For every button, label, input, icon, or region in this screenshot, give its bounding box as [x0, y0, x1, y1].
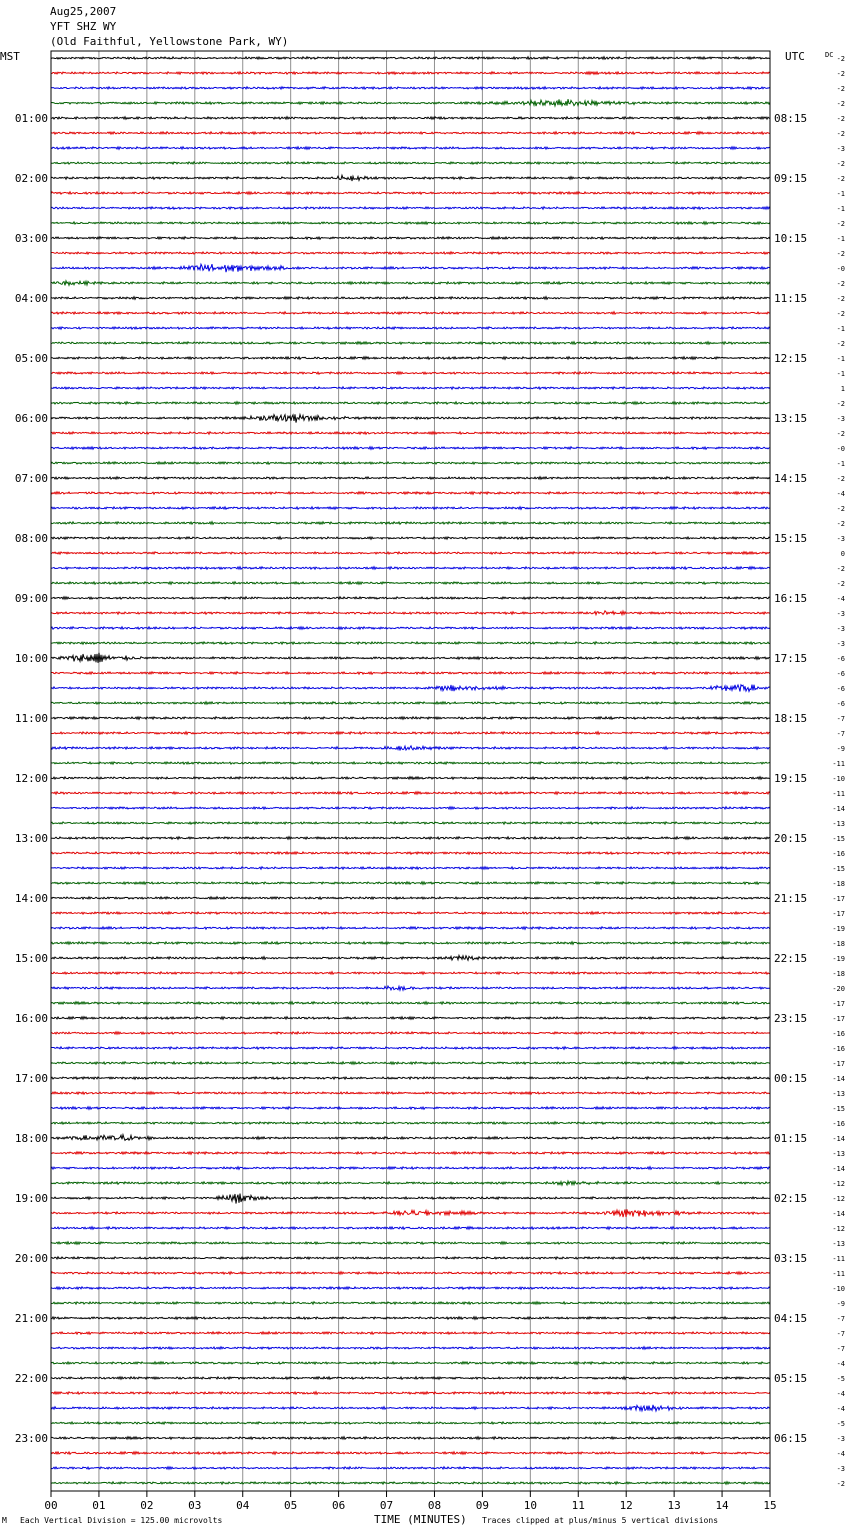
utc-hour-label: 08:15	[774, 112, 808, 125]
dc-offset-value: -17	[832, 910, 845, 918]
dc-offset-value: -17	[832, 1060, 845, 1068]
x-axis-ticks	[44, 1491, 776, 1512]
trace-line	[51, 627, 770, 630]
mst-hour-label: 21:00	[14, 1312, 48, 1325]
dc-offset-value: -1	[836, 235, 845, 243]
dc-offset-value: -17	[832, 895, 845, 903]
trace-line	[51, 1422, 770, 1424]
trace-line	[51, 1227, 770, 1230]
time-gridlines	[99, 51, 722, 1491]
dc-offset-value: -1	[836, 190, 845, 198]
dc-offset-value: -11	[832, 760, 845, 768]
trace-line	[51, 1047, 770, 1050]
dc-offset-column	[832, 55, 845, 1488]
trace-line	[51, 1452, 770, 1455]
dc-offset-value: -7	[836, 1330, 845, 1338]
dc-offset-value: -1	[836, 355, 845, 363]
scale-note: Each Vertical Division = 125.00 microvolts	[20, 1516, 223, 1525]
trace-line	[51, 611, 770, 615]
dc-offset-value: -14	[832, 1075, 845, 1083]
dc-offset-value: -7	[836, 715, 845, 723]
dc-offset-value: -3	[836, 1435, 845, 1443]
dc-offset-value: -5	[836, 1375, 845, 1383]
mst-hour-label: 18:00	[14, 1132, 48, 1145]
mst-hour-label: 20:00	[14, 1252, 48, 1265]
trace-line	[51, 1002, 770, 1005]
dc-offset-value: -7	[836, 730, 845, 738]
trace-line	[51, 222, 770, 225]
trace-line	[51, 462, 770, 464]
x-tick-label: 12	[619, 1499, 633, 1512]
trace-line	[51, 1257, 770, 1259]
trace-line	[51, 1405, 770, 1411]
corner-mark: M	[2, 1516, 7, 1525]
dc-offset-value: -2	[836, 520, 845, 528]
dc-offset-value: -0	[836, 265, 845, 273]
dc-offset-value: -2	[836, 160, 845, 168]
x-tick-label: 06	[331, 1499, 346, 1512]
mst-hour-label: 16:00	[14, 1012, 48, 1025]
trace-line	[51, 837, 770, 840]
trace-line	[51, 653, 770, 663]
trace-line	[51, 1135, 770, 1141]
dc-offset-value: -16	[832, 1030, 845, 1038]
mst-hour-label: 01:00	[14, 112, 48, 125]
x-tick-label: 15	[763, 1499, 777, 1512]
trace-line	[51, 1152, 770, 1155]
trace-line	[51, 1437, 770, 1440]
dc-offset-value: -2	[836, 220, 845, 228]
trace-line	[51, 702, 770, 705]
dc-offset-value: -14	[832, 1135, 845, 1143]
x-tick-label: 14	[715, 1499, 729, 1512]
trace-line	[51, 955, 770, 960]
dc-offset-value: -2	[836, 70, 845, 78]
dc-offset-value: -2	[836, 115, 845, 123]
trace-line	[51, 867, 770, 870]
trace-line	[51, 882, 770, 885]
trace-line	[51, 414, 770, 422]
trace-line	[51, 1077, 770, 1080]
dc-offset-value: -7	[836, 1315, 845, 1323]
x-tick-label: 00	[44, 1499, 58, 1512]
trace-line	[51, 147, 770, 150]
utc-hour-label: 12:15	[774, 352, 808, 365]
x-tick-label: 02	[140, 1499, 154, 1512]
dc-offset-value: -11	[832, 1270, 845, 1278]
trace-line	[51, 87, 770, 90]
dc-offset-value: -11	[832, 790, 845, 798]
trace-line	[51, 897, 770, 899]
trace-line	[51, 312, 770, 315]
dc-offset-value: -6	[836, 655, 845, 663]
utc-hour-label: 14:15	[774, 472, 808, 485]
x-tick-label: 10	[523, 1499, 537, 1512]
mst-hour-label: 08:00	[14, 532, 48, 545]
trace-line	[51, 507, 770, 510]
trace-line	[51, 72, 770, 75]
dc-offset-value: -19	[832, 955, 845, 963]
dc-offset-value: -3	[836, 625, 845, 633]
trace-line	[51, 175, 770, 181]
trace-line	[51, 1062, 770, 1065]
x-tick-label: 01	[92, 1499, 106, 1512]
mst-hour-label: 17:00	[14, 1072, 48, 1085]
station-code: YFT SHZ WY	[50, 20, 117, 33]
trace-line	[51, 1242, 770, 1245]
x-tick-label: 11	[571, 1499, 585, 1512]
trace-line	[51, 1347, 770, 1350]
utc-hour-label: 13:15	[774, 412, 808, 425]
utc-hour-label: 06:15	[774, 1432, 808, 1445]
trace-line	[51, 642, 770, 645]
dc-offset-value: -2	[836, 430, 845, 438]
mst-hour-label: 07:00	[14, 472, 48, 485]
mst-hour-label: 23:00	[14, 1432, 48, 1445]
trace-line	[51, 402, 770, 405]
trace-line	[51, 1362, 770, 1365]
dc-offset-value: -18	[832, 880, 845, 888]
plot-frame	[51, 51, 770, 1491]
trace-line	[51, 852, 770, 854]
dc-offset-value: -2	[836, 505, 845, 513]
dc-offset-value: -19	[832, 925, 845, 933]
dc-offset-value: -3	[836, 415, 845, 423]
trace-line	[51, 1377, 770, 1380]
trace-line	[51, 492, 770, 495]
trace-line	[51, 1092, 770, 1094]
dc-offset-value: 1	[840, 385, 845, 393]
mst-hour-label: 15:00	[14, 952, 48, 965]
trace-line	[51, 1209, 770, 1217]
trace-line	[51, 117, 770, 120]
mst-hour-label: 10:00	[14, 652, 48, 665]
dc-offset-header: DC	[825, 51, 834, 59]
trace-line	[51, 432, 770, 435]
trace-line	[51, 327, 770, 329]
dc-offset-value: -10	[832, 1285, 845, 1293]
dc-offset-value: -2	[836, 295, 845, 303]
x-tick-label: 07	[379, 1499, 394, 1512]
trace-line	[51, 582, 770, 585]
x-tick-label: 09	[475, 1499, 490, 1512]
trace-line	[51, 281, 770, 286]
dc-offset-value: -16	[832, 850, 845, 858]
x-tick-label: 03	[188, 1499, 202, 1512]
dc-offset-value: -15	[832, 1105, 845, 1113]
trace-line	[51, 1107, 770, 1110]
trace-line	[51, 387, 770, 389]
dc-offset-value: -13	[832, 1090, 845, 1098]
dc-offset-value: -4	[836, 595, 845, 603]
dc-offset-value: -1	[836, 205, 845, 213]
dc-offset-value: -11	[832, 1255, 845, 1263]
utc-hour-label: 03:15	[774, 1252, 808, 1265]
utc-hour-label: 01:15	[774, 1132, 808, 1145]
trace-line	[51, 132, 770, 135]
trace-line	[51, 1482, 770, 1485]
trace-line	[51, 1302, 770, 1305]
x-tick-label: 13	[667, 1499, 681, 1512]
trace-line	[51, 372, 770, 374]
trace-line	[51, 912, 770, 915]
trace-line	[51, 972, 770, 975]
trace-line	[51, 792, 770, 795]
dc-offset-value: -12	[832, 1195, 845, 1203]
utc-hour-label: 21:15	[774, 892, 808, 905]
dc-offset-value: -1	[836, 325, 845, 333]
trace-line	[51, 552, 770, 554]
dc-offset-value: -4	[836, 1390, 845, 1398]
dc-offset-value: -1	[836, 370, 845, 378]
trace-line	[51, 357, 770, 360]
dc-offset-value: -6	[836, 670, 845, 678]
station-location: (Old Faithful, Yellowstone Park, WY)	[50, 35, 289, 48]
mst-hour-label: 02:00	[14, 172, 48, 185]
trace-line	[51, 297, 770, 300]
dc-offset-value: -2	[836, 130, 845, 138]
dc-offset-value: -2	[836, 565, 845, 573]
x-tick-label: 08	[427, 1499, 442, 1512]
x-tick-label: 05	[284, 1499, 298, 1512]
x-tick-label: 04	[236, 1499, 250, 1512]
trace-line	[51, 1194, 770, 1204]
trace-line	[51, 57, 770, 59]
trace-line	[51, 99, 770, 106]
trace-line	[51, 1392, 770, 1395]
trace-line	[51, 762, 770, 764]
trace-line	[51, 162, 770, 164]
trace-line	[51, 672, 770, 674]
utc-hour-label: 17:15	[774, 652, 808, 665]
dc-offset-value: -2	[836, 340, 845, 348]
clip-note: Traces clipped at plus/minus 5 vertical divisions	[482, 1516, 719, 1525]
dc-offset-value: -17	[832, 1000, 845, 1008]
mst-hour-label: 19:00	[14, 1192, 48, 1205]
utc-hour-label: 15:15	[774, 532, 808, 545]
dc-offset-value: -2	[836, 100, 845, 108]
mst-hour-label: 14:00	[14, 892, 48, 905]
dc-offset-value: -10	[832, 775, 845, 783]
trace-line	[51, 1017, 770, 1020]
mst-hour-label: 03:00	[14, 232, 48, 245]
trace-line	[51, 1317, 770, 1320]
dc-offset-value: -2	[836, 85, 845, 93]
trace-line	[51, 746, 770, 751]
dc-offset-value: -2	[836, 55, 845, 63]
dc-offset-value: -2	[836, 580, 845, 588]
trace-line	[51, 732, 770, 735]
trace-line	[51, 1032, 770, 1034]
mst-hour-label: 13:00	[14, 832, 48, 845]
dc-offset-value: -17	[832, 1015, 845, 1023]
dc-offset-value: -2	[836, 250, 845, 258]
trace-line	[51, 1122, 770, 1124]
dc-offset-value: -5	[836, 1420, 845, 1428]
trace-line	[51, 717, 770, 720]
dc-offset-value: -0	[836, 445, 845, 453]
trace-line	[51, 1167, 770, 1170]
dc-offset-value: -2	[836, 280, 845, 288]
utc-hour-label: 09:15	[774, 172, 808, 185]
utc-hour-label: 20:15	[774, 832, 808, 845]
dc-offset-value: -20	[832, 985, 845, 993]
mst-hour-label: 12:00	[14, 772, 48, 785]
left-hour-labels	[15, 112, 48, 1445]
utc-hour-label: 02:15	[774, 1192, 808, 1205]
dc-offset-value: -4	[836, 1360, 845, 1368]
dc-offset-value: -16	[832, 1120, 845, 1128]
dc-offset-value: -3	[836, 145, 845, 153]
trace-line	[51, 537, 770, 540]
utc-hour-label: 23:15	[774, 1012, 808, 1025]
trace-line	[51, 447, 770, 450]
dc-offset-value: -2	[836, 400, 845, 408]
right-timezone-label: UTC	[785, 50, 805, 63]
dc-offset-value: -2	[836, 310, 845, 318]
trace-line	[51, 1332, 770, 1334]
utc-hour-label: 11:15	[774, 292, 808, 305]
utc-hour-label: 04:15	[774, 1312, 808, 1325]
mst-hour-label: 09:00	[14, 592, 48, 605]
dc-offset-value: -4	[836, 1450, 845, 1458]
mst-hour-label: 06:00	[14, 412, 48, 425]
trace-line	[51, 1287, 770, 1289]
trace-line	[51, 1181, 770, 1185]
dc-offset-value: -13	[832, 820, 845, 828]
utc-hour-label: 19:15	[774, 772, 808, 785]
mst-hour-label: 11:00	[14, 712, 48, 725]
mst-hour-label: 04:00	[14, 292, 48, 305]
dc-offset-value: -18	[832, 940, 845, 948]
dc-offset-value: -14	[832, 805, 845, 813]
utc-hour-label: 16:15	[774, 592, 808, 605]
utc-hour-label: 00:15	[774, 1072, 808, 1085]
utc-hour-label: 18:15	[774, 712, 808, 725]
trace-line	[51, 522, 770, 525]
right-hour-labels	[774, 112, 807, 1445]
trace-line	[51, 342, 770, 345]
trace-line	[51, 1467, 770, 1469]
dc-offset-value: -4	[836, 490, 845, 498]
dc-offset-value: -3	[836, 1465, 845, 1473]
dc-offset-value: -2	[836, 175, 845, 183]
utc-hour-label: 05:15	[774, 1372, 808, 1385]
dc-offset-value: -14	[832, 1210, 845, 1218]
trace-line	[51, 685, 770, 692]
trace-line	[51, 207, 770, 210]
trace-line	[51, 477, 770, 480]
dc-offset-value: -6	[836, 685, 845, 693]
dc-offset-value: -2	[836, 1480, 845, 1488]
dc-offset-value: -3	[836, 610, 845, 618]
trace-line	[51, 597, 770, 599]
left-timezone-label: MST	[0, 50, 20, 63]
dc-offset-value: -6	[836, 700, 845, 708]
trace-line	[51, 192, 770, 195]
utc-hour-label: 10:15	[774, 232, 808, 245]
utc-hour-label: 22:15	[774, 952, 808, 965]
dc-offset-value: -1	[836, 460, 845, 468]
trace-line	[51, 264, 770, 272]
dc-offset-value: -2	[836, 475, 845, 483]
dc-offset-value: -3	[836, 535, 845, 543]
dc-offset-value: -4	[836, 1405, 845, 1413]
dc-offset-value: -15	[832, 835, 845, 843]
trace-line	[51, 777, 770, 780]
trace-line	[51, 252, 770, 254]
dc-offset-value: -13	[832, 1150, 845, 1158]
dc-offset-value: -7	[836, 1345, 845, 1353]
dc-offset-value: -9	[836, 1300, 845, 1308]
dc-offset-value: -12	[832, 1225, 845, 1233]
trace-line	[51, 927, 770, 930]
trace-line	[51, 822, 770, 824]
x-axis-title: TIME (MINUTES)	[374, 1513, 467, 1526]
trace-line	[51, 567, 770, 570]
dc-offset-value: -9	[836, 745, 845, 753]
dc-offset-value: -13	[832, 1240, 845, 1248]
dc-offset-value: -12	[832, 1180, 845, 1188]
dc-offset-value: -15	[832, 865, 845, 873]
mst-hour-label: 05:00	[14, 352, 48, 365]
dc-offset-value: -14	[832, 1165, 845, 1173]
dc-offset-value: 0	[840, 550, 845, 558]
dc-offset-value: -16	[832, 1045, 845, 1053]
trace-line	[51, 237, 770, 239]
chart-date: Aug25,2007	[50, 5, 117, 18]
dc-offset-value: -18	[832, 970, 845, 978]
mst-hour-label: 22:00	[14, 1372, 48, 1385]
trace-line	[51, 986, 770, 990]
seismogram-traces	[51, 57, 770, 1485]
dc-offset-value: -3	[836, 640, 845, 648]
trace-line	[51, 942, 770, 945]
trace-line	[51, 807, 770, 809]
trace-line	[51, 1272, 770, 1275]
